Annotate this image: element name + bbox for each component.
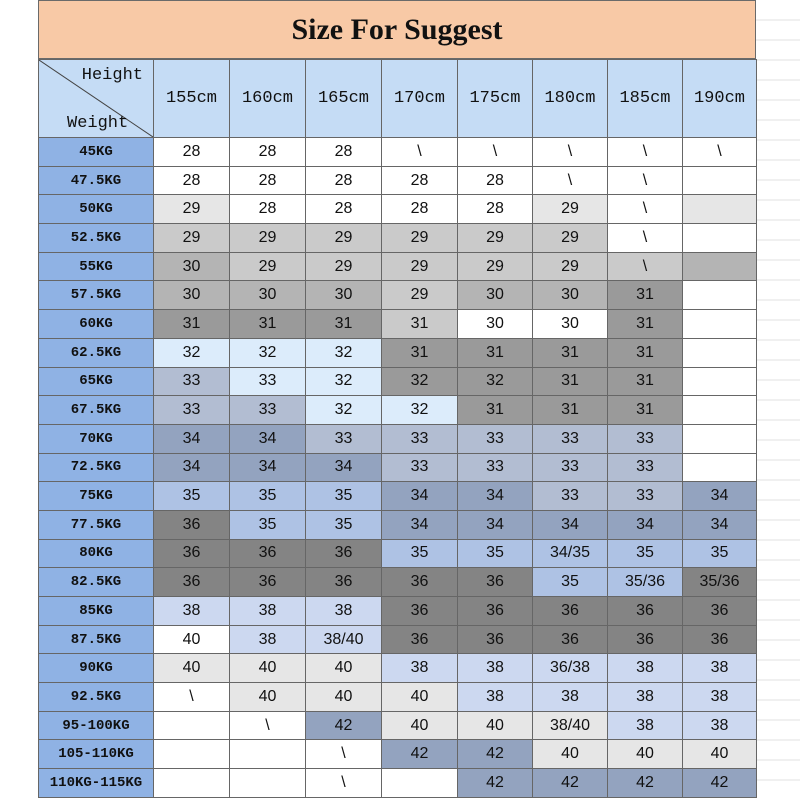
size-cell: 35: [683, 539, 757, 568]
size-cell: 33: [608, 424, 683, 453]
size-cell: 29: [306, 252, 382, 281]
size-cell: [683, 281, 757, 310]
table-row: [39, 683, 757, 712]
size-cell: 36: [154, 539, 230, 568]
size-cell: 31: [382, 310, 458, 339]
size-cell: 29: [382, 252, 458, 281]
table-row: [39, 769, 757, 798]
size-cell: [683, 424, 757, 453]
size-cell: 42: [533, 769, 608, 798]
table-row: [39, 195, 757, 224]
size-cell: 33: [458, 453, 533, 482]
size-cell: 31: [306, 310, 382, 339]
weight-label: 85KG: [39, 597, 154, 626]
size-cell: 29: [458, 224, 533, 253]
size-cell: 29: [154, 224, 230, 253]
size-cell: 29: [382, 224, 458, 253]
size-cell: 35/36: [683, 568, 757, 597]
size-cell: \: [683, 138, 757, 167]
size-cell: 33: [533, 482, 608, 511]
size-cell: 33: [458, 424, 533, 453]
size-cell: 34: [230, 424, 306, 453]
size-cell: 40: [230, 654, 306, 683]
weight-label: 47.5KG: [39, 166, 154, 195]
size-cell: 36: [608, 597, 683, 626]
table-row: [39, 654, 757, 683]
size-cell: 33: [230, 396, 306, 425]
size-cell: 31: [154, 310, 230, 339]
size-cell: 31: [533, 338, 608, 367]
size-cell: \: [608, 166, 683, 195]
size-cell: 34: [230, 453, 306, 482]
size-cell: 33: [230, 367, 306, 396]
size-cell: 40: [382, 683, 458, 712]
size-cell: 31: [608, 281, 683, 310]
size-cell: 30: [458, 281, 533, 310]
size-cell: \: [458, 138, 533, 167]
size-cell: 31: [608, 367, 683, 396]
size-cell: [683, 310, 757, 339]
weight-label: 90KG: [39, 654, 154, 683]
size-cell: 28: [458, 166, 533, 195]
table-row: [39, 252, 757, 281]
size-cell: 32: [306, 367, 382, 396]
size-cell: 42: [608, 769, 683, 798]
size-cell: [683, 453, 757, 482]
size-cell: 28: [382, 166, 458, 195]
size-cell: 35: [382, 539, 458, 568]
size-cell: 32: [306, 396, 382, 425]
size-cell: [154, 769, 230, 798]
weight-label: 70KG: [39, 424, 154, 453]
size-cell: 36: [306, 539, 382, 568]
size-cell: 34: [382, 510, 458, 539]
size-cell: \: [306, 740, 382, 769]
size-cell: 34: [154, 424, 230, 453]
size-cell: 28: [230, 195, 306, 224]
size-cell: 35: [608, 539, 683, 568]
table-row: [39, 166, 757, 195]
size-cell: 34: [154, 453, 230, 482]
table-body: [39, 138, 757, 798]
weight-label: 82.5KG: [39, 568, 154, 597]
height-header: 165cm: [306, 60, 382, 138]
size-cell: 38: [608, 711, 683, 740]
size-cell: 28: [306, 166, 382, 195]
size-cell: 38: [608, 654, 683, 683]
size-cell: 28: [230, 166, 306, 195]
size-cell: [683, 396, 757, 425]
size-cell: 36: [458, 597, 533, 626]
weight-axis-label: Weight: [67, 114, 129, 133]
weight-label: 80KG: [39, 539, 154, 568]
size-cell: 32: [154, 338, 230, 367]
size-cell: 31: [533, 396, 608, 425]
table-row: [39, 510, 757, 539]
size-cell: 38: [608, 683, 683, 712]
size-cell: 38/40: [306, 625, 382, 654]
size-cell: 30: [533, 310, 608, 339]
size-cell: 34/35: [533, 539, 608, 568]
corner-cell: [39, 60, 154, 138]
weight-label: 75KG: [39, 482, 154, 511]
size-cell: [683, 224, 757, 253]
size-cell: 33: [533, 453, 608, 482]
size-cell: 30: [533, 281, 608, 310]
size-cell: 36: [230, 568, 306, 597]
size-cell: 36: [382, 597, 458, 626]
size-cell: 33: [608, 453, 683, 482]
size-cell: 31: [382, 338, 458, 367]
size-cell: 29: [533, 252, 608, 281]
size-cell: 34: [683, 510, 757, 539]
table-row: [39, 453, 757, 482]
size-cell: 34: [533, 510, 608, 539]
size-cell: 38: [154, 597, 230, 626]
table-row: [39, 138, 757, 167]
size-cell: 36: [458, 625, 533, 654]
size-cell: [683, 338, 757, 367]
size-cell: 42: [458, 769, 533, 798]
size-cell: 36: [608, 625, 683, 654]
size-cell: 35: [306, 482, 382, 511]
weight-label: 45KG: [39, 138, 154, 167]
size-cell: \: [154, 683, 230, 712]
weight-label: 95-100KG: [39, 711, 154, 740]
size-cell: \: [608, 195, 683, 224]
size-cell: 30: [306, 281, 382, 310]
weight-label: 77.5KG: [39, 510, 154, 539]
size-cell: 36: [230, 539, 306, 568]
size-cell: 28: [306, 195, 382, 224]
weight-label: 110KG-115KG: [39, 769, 154, 798]
table-row: [39, 482, 757, 511]
size-cell: 31: [230, 310, 306, 339]
table-row: [39, 224, 757, 253]
table-row: [39, 740, 757, 769]
size-cell: 28: [230, 138, 306, 167]
weight-label: 57.5KG: [39, 281, 154, 310]
size-cell: \: [533, 166, 608, 195]
size-cell: 33: [306, 424, 382, 453]
table-row: [39, 367, 757, 396]
weight-label: 55KG: [39, 252, 154, 281]
size-cell: 36: [683, 597, 757, 626]
weight-label: 92.5KG: [39, 683, 154, 712]
size-cell: 42: [382, 740, 458, 769]
table-row: [39, 568, 757, 597]
size-cell: 30: [230, 281, 306, 310]
size-cell: 32: [230, 338, 306, 367]
size-cell: [683, 195, 757, 224]
height-header: 180cm: [533, 60, 608, 138]
size-cell: 29: [306, 224, 382, 253]
size-cell: [683, 166, 757, 195]
size-cell: 40: [230, 683, 306, 712]
height-header: 170cm: [382, 60, 458, 138]
height-axis-label: Height: [81, 66, 143, 85]
size-cell: 29: [458, 252, 533, 281]
size-cell: 33: [154, 396, 230, 425]
size-cell: \: [230, 711, 306, 740]
table-row: [39, 597, 757, 626]
size-cell: 29: [230, 224, 306, 253]
size-cell: 34: [608, 510, 683, 539]
size-cell: 40: [154, 625, 230, 654]
size-cell: 36: [382, 568, 458, 597]
header-row: [39, 60, 757, 138]
size-cell: 40: [306, 654, 382, 683]
size-cell: 38: [683, 711, 757, 740]
size-cell: 42: [306, 711, 382, 740]
weight-label: 65KG: [39, 367, 154, 396]
size-cell: 35: [458, 539, 533, 568]
size-cell: 38: [230, 597, 306, 626]
size-cell: 31: [608, 338, 683, 367]
size-cell: 34: [382, 482, 458, 511]
size-cell: 34: [683, 482, 757, 511]
page-title: Size For Suggest: [38, 0, 756, 59]
size-cell: 36: [533, 625, 608, 654]
size-cell: [382, 769, 458, 798]
size-cell: [230, 740, 306, 769]
weight-label: 60KG: [39, 310, 154, 339]
size-cell: 29: [533, 195, 608, 224]
weight-label: 72.5KG: [39, 453, 154, 482]
height-header: 190cm: [683, 60, 757, 138]
size-cell: 34: [458, 482, 533, 511]
size-cell: \: [382, 138, 458, 167]
size-cell: 31: [608, 396, 683, 425]
size-cell: 35: [230, 510, 306, 539]
size-cell: 30: [154, 252, 230, 281]
size-cell: 28: [154, 138, 230, 167]
size-cell: 31: [533, 367, 608, 396]
size-cell: 36: [533, 597, 608, 626]
size-cell: \: [608, 224, 683, 253]
size-cell: [683, 367, 757, 396]
size-cell: 29: [154, 195, 230, 224]
weight-label: 62.5KG: [39, 338, 154, 367]
size-cell: \: [306, 769, 382, 798]
weight-label: 67.5KG: [39, 396, 154, 425]
size-cell: 34: [458, 510, 533, 539]
size-cell: 40: [608, 740, 683, 769]
size-cell: 33: [382, 453, 458, 482]
weight-label: 105-110KG: [39, 740, 154, 769]
size-cell: [230, 769, 306, 798]
size-cell: 35: [533, 568, 608, 597]
size-cell: 33: [154, 367, 230, 396]
size-cell: 38: [458, 654, 533, 683]
size-cell: 38: [683, 654, 757, 683]
size-cell: 40: [458, 711, 533, 740]
height-header: 155cm: [154, 60, 230, 138]
size-cell: 30: [154, 281, 230, 310]
size-cell: 38: [458, 683, 533, 712]
weight-label: 87.5KG: [39, 625, 154, 654]
weight-label: 50KG: [39, 195, 154, 224]
size-cell: [154, 711, 230, 740]
size-cell: 36: [458, 568, 533, 597]
size-cell: 35: [154, 482, 230, 511]
size-cell: 42: [683, 769, 757, 798]
size-cell: 35: [306, 510, 382, 539]
size-cell: 29: [230, 252, 306, 281]
size-cell: 38: [683, 683, 757, 712]
size-cell: \: [533, 138, 608, 167]
table-row: [39, 281, 757, 310]
size-cell: 32: [458, 367, 533, 396]
size-cell: 32: [382, 367, 458, 396]
table-row: [39, 424, 757, 453]
height-header: 185cm: [608, 60, 683, 138]
size-cell: 32: [306, 338, 382, 367]
size-cell: 38: [230, 625, 306, 654]
size-cell: 40: [683, 740, 757, 769]
size-cell: 31: [458, 338, 533, 367]
size-cell: 31: [608, 310, 683, 339]
table-row: [39, 310, 757, 339]
size-cell: 38: [382, 654, 458, 683]
size-cell: 28: [306, 138, 382, 167]
size-cell: 28: [154, 166, 230, 195]
table-row: [39, 338, 757, 367]
size-cell: \: [608, 252, 683, 281]
size-cell: 40: [382, 711, 458, 740]
size-cell: [683, 252, 757, 281]
size-cell: 36: [154, 510, 230, 539]
size-cell: 33: [382, 424, 458, 453]
size-cell: 29: [382, 281, 458, 310]
size-cell: 33: [533, 424, 608, 453]
size-cell: 38/40: [533, 711, 608, 740]
size-cell: 35: [230, 482, 306, 511]
size-cell: [154, 740, 230, 769]
size-cell: 33: [608, 482, 683, 511]
table-row: [39, 625, 757, 654]
size-cell: 36: [306, 568, 382, 597]
size-cell: 29: [533, 224, 608, 253]
size-cell: 28: [458, 195, 533, 224]
height-header: 160cm: [230, 60, 306, 138]
size-cell: 35/36: [608, 568, 683, 597]
size-cell: 40: [533, 740, 608, 769]
size-cell: \: [608, 138, 683, 167]
table-row: [39, 396, 757, 425]
size-cell: 36/38: [533, 654, 608, 683]
size-cell: 31: [458, 396, 533, 425]
size-cell: 32: [382, 396, 458, 425]
size-cell: 38: [533, 683, 608, 712]
size-cell: 42: [458, 740, 533, 769]
background-grid: [756, 0, 800, 800]
size-cell: 36: [154, 568, 230, 597]
size-cell: 36: [382, 625, 458, 654]
size-cell: 36: [683, 625, 757, 654]
size-cell: 30: [458, 310, 533, 339]
size-cell: 38: [306, 597, 382, 626]
size-cell: 28: [382, 195, 458, 224]
size-cell: 40: [154, 654, 230, 683]
table-row: [39, 711, 757, 740]
size-cell: 34: [306, 453, 382, 482]
size-cell: 40: [306, 683, 382, 712]
size-chart-table: [38, 59, 757, 798]
height-header: 175cm: [458, 60, 533, 138]
table-row: [39, 539, 757, 568]
weight-label: 52.5KG: [39, 224, 154, 253]
